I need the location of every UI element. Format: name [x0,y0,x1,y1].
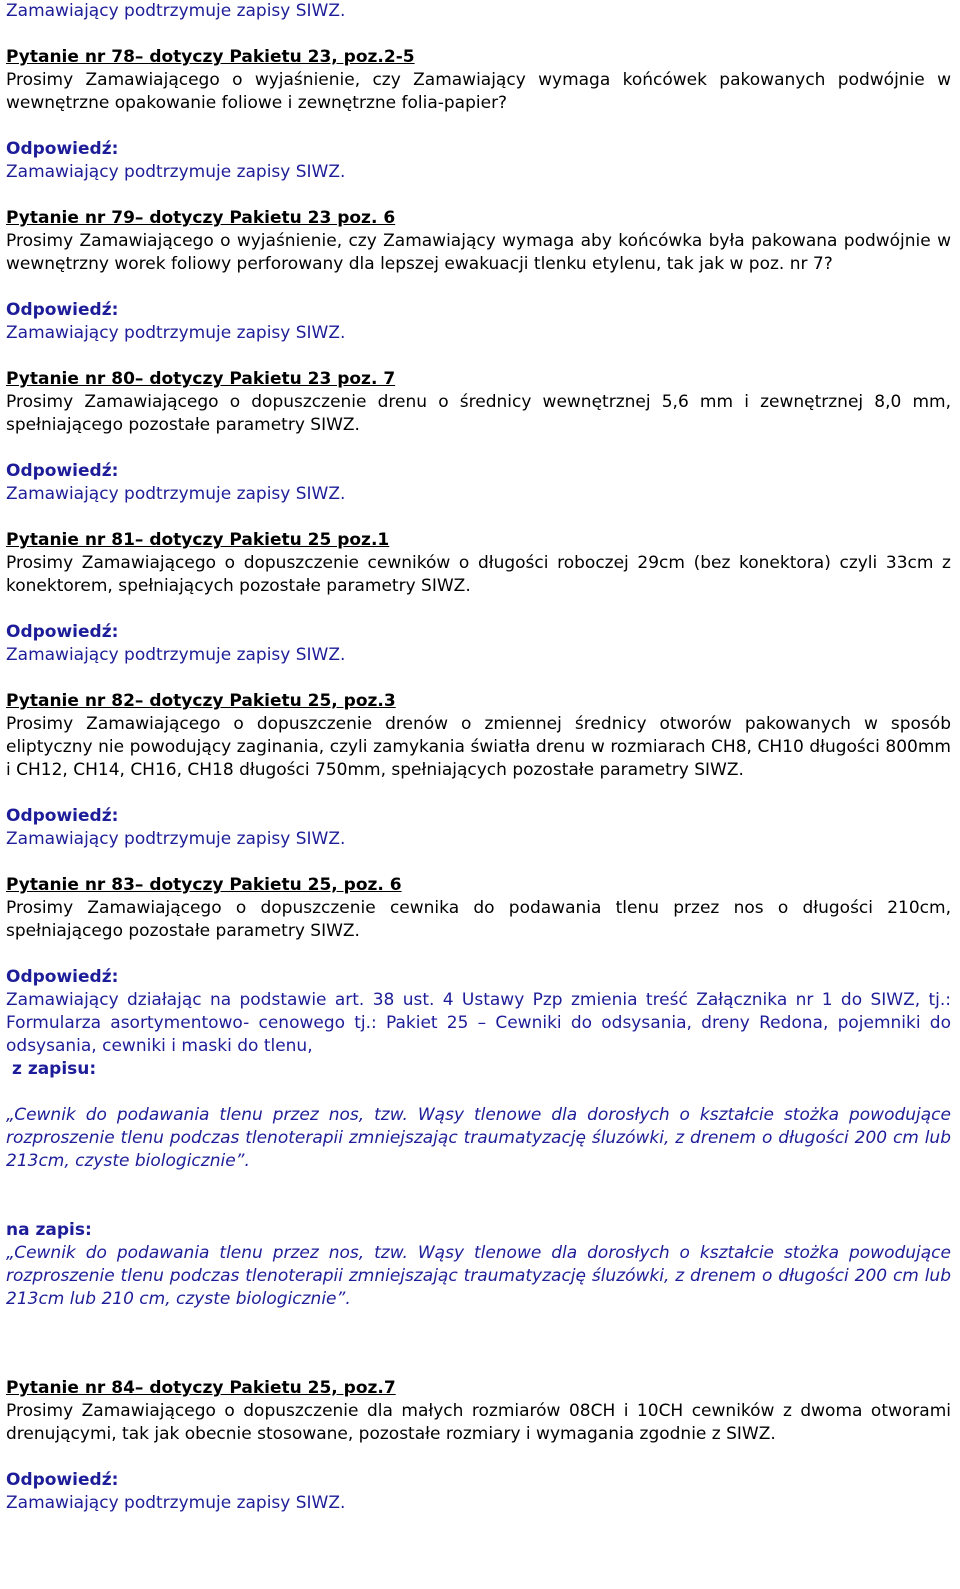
question-title: Pytanie nr 82– dotyczy Pakietu 25, poz.3 [6,691,396,711]
answer-text: Zamawiający podtrzymuje zapisy SIWZ. [6,1,346,21]
answer-text: Zamawiający podtrzymuje zapisy SIWZ. [6,829,346,849]
question-block [6,46,951,184]
answer-text: Zamawiający podtrzymuje zapisy SIWZ. [6,1493,346,1513]
question-text: Prosimy Zamawiającego o dopuszczenie cewnika do podawania tlenu przez nos o długości 210cm, spełniającego pozostałe parametry SIWZ. [6,898,951,941]
question-block [6,529,951,667]
answer-label: Odpowiedź: [6,806,119,826]
change-from-label: z zapisu: [12,1059,97,1079]
question-text: Prosimy Zamawiającego o wyjaśnienie, czy Zamawiający wymaga aby końcówka była pakowana podwójnie w wewnętrzny worek foliowy perforowany dla lepszej ewakuacji tlenku etylenu, tak jak w poz. nr 7? [6,231,951,274]
question-title: Pytanie nr 80– dotyczy Pakietu 23 poz. 7 [6,369,396,389]
change-from-text: „Cewnik do podawania tlenu przez nos, tzw. Wąsy tlenowe dla dorosłych o kształcie stożka powodujące rozproszenie tlenu podczas tlenoterapii zmniejszając traumatyzację śluzówki, z drenem o długości 200 cm lub 213cm, czyste biologicznie”. [6,1105,951,1171]
answer-text: Zamawiający podtrzymuje zapisy SIWZ. [6,484,346,504]
question-block [6,690,951,851]
answer-label: Odpowiedź: [6,461,119,481]
question-text: Prosimy Zamawiającego o wyjaśnienie, czy Zamawiający wymaga końcówek pakowanych podwójnie w wewnętrzne opakowanie foliowe i zewnętrzne folia-papier? [6,70,951,113]
question-block [6,874,951,1311]
answer-text: Zamawiający podtrzymuje zapisy SIWZ. [6,323,346,343]
question-text: Prosimy Zamawiającego o dopuszczenie cewników o długości roboczej 29cm (bez konektora) czyli 33cm z konektorem, spełniających pozostałe parametry SIWZ. [6,553,951,596]
question-text: Prosimy Zamawiającego o dopuszczenie drenów o zmiennej średnicy otworów pakowanych w sposób eliptyczny nie powodujący zaginania, czyli zamykania światła drenu w rozmiarach CH8, CH10 długości 800mm i CH12, CH14, CH16, CH18 długości 750mm, spełniających pozostałe parametry SIWZ. [6,714,951,780]
answer-text: Zamawiający podtrzymuje zapisy SIWZ. [6,645,346,665]
answer-label: Odpowiedź: [6,139,119,159]
question-title: Pytanie nr 78– dotyczy Pakietu 23, poz.2-5 [6,47,415,67]
question-block [6,368,951,506]
question-block [6,207,951,345]
answer-label: Odpowiedź: [6,300,119,320]
answer-text: Zamawiający podtrzymuje zapisy SIWZ. [6,162,346,182]
answer-label: Odpowiedź: [6,622,119,642]
change-to-text: „Cewnik do podawania tlenu przez nos, tzw. Wąsy tlenowe dla dorosłych o kształcie stożka powodujące rozproszenie tlenu podczas tlenoterapii zmniejszając traumatyzację śluzówki, z drenem o długości 200 cm lub 213cm lub 210 cm, czyste biologicznie”. [6,1243,951,1309]
answer-label: Odpowiedź: [6,1470,119,1490]
question-title: Pytanie nr 83– dotyczy Pakietu 25, poz. 6 [6,875,402,895]
answer-label: Odpowiedź: [6,967,119,987]
question-text: Prosimy Zamawiającego o dopuszczenie dla małych rozmiarów 08CH i 10CH cewników z dwoma otworami drenującymi, tak jak obecnie stosowane, pozostałe rozmiary i wymagania zgodnie z SIWZ. [6,1401,951,1444]
question-text: Prosimy Zamawiającego o dopuszczenie drenu o średnicy wewnętrznej 5,6 mm i zewnętrznej 8,0 mm, spełniającego pozostałe parametry SIWZ. [6,392,951,435]
change-to-label: na zapis: [6,1220,92,1240]
question-title: Pytanie nr 81– dotyczy Pakietu 25 poz.1 [6,530,390,550]
question-block [6,1377,951,1515]
answer-text: Zamawiający działając na podstawie art. 38 ust. 4 Ustawy Pzp zmienia treść Załącznika nr 1 do SIWZ, tj.: Formularza asortymentowo- cenowego tj.: Pakiet 25 – Cewniki do odsysania, dreny Redona, pojemniki do odsysania, cewniki i maski do tlenu, [6,990,951,1056]
question-title: Pytanie nr 79– dotyczy Pakietu 23 poz. 6 [6,208,396,228]
question-title: Pytanie nr 84– dotyczy Pakietu 25, poz.7 [6,1378,396,1398]
